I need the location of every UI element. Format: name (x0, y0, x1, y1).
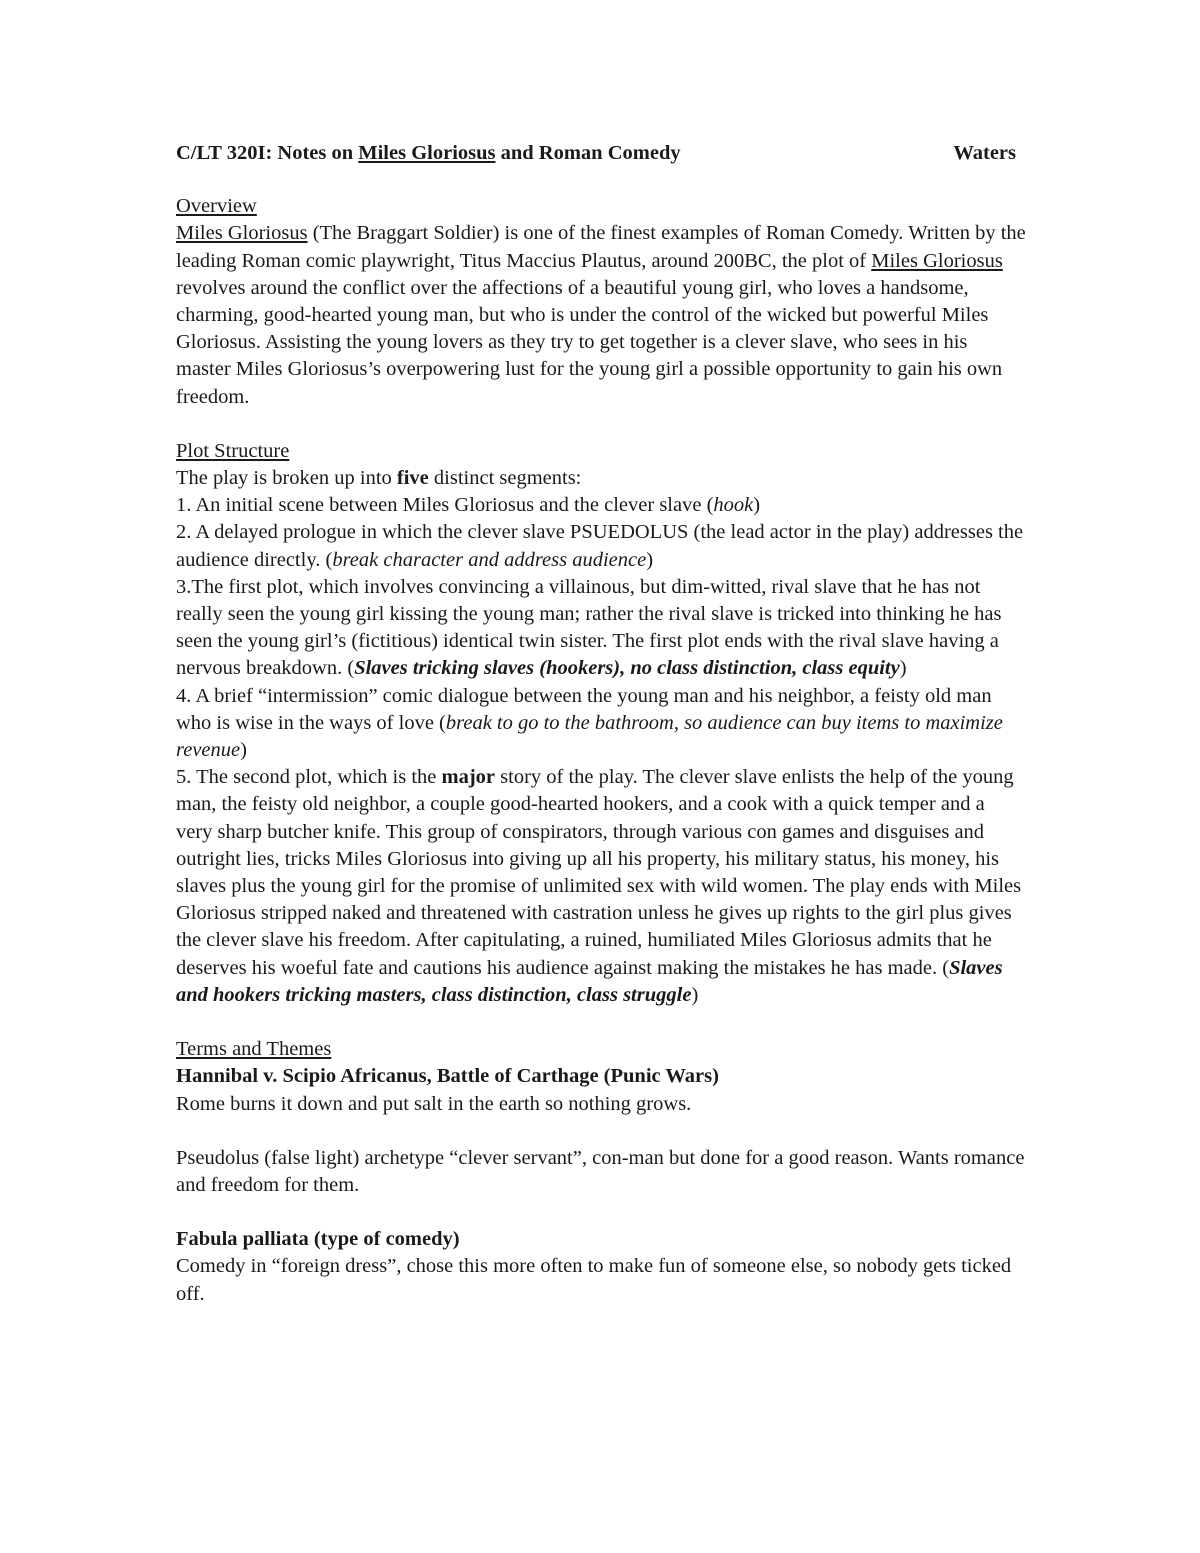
plot-section (176, 438, 1026, 1009)
plot-intro-a: The play is broken up into (176, 467, 397, 490)
plot-heading: Plot Structure (176, 439, 290, 462)
plot-item-3-bolditalic: Slaves tricking slaves (hookers), no class distinction, class equity (354, 657, 900, 680)
overview-section (176, 193, 1026, 411)
plot-item-2 (176, 519, 1026, 573)
overview-work-title: Miles Gloriosus (176, 222, 308, 245)
title-work: Miles Gloriosus (358, 142, 496, 164)
overview-work-title-2: Miles Gloriosus (871, 249, 1003, 272)
overview-heading: Overview (176, 195, 257, 218)
author-name: Waters (953, 142, 1016, 164)
document-header (176, 140, 1016, 167)
spacer (176, 1009, 1026, 1036)
plot-item-2-end: ) (646, 548, 654, 571)
overview-text-1: (The Braggart Soldier) is one of the finest examples of Roman Comedy. Written by the leading Roman comic playwright, Titus Maccius Plautus, around 200BC, the plot of (176, 222, 1026, 272)
plot-item-4-end: ) (240, 739, 247, 762)
plot-intro-bold: five (396, 467, 429, 490)
plot-item-1 (176, 492, 1026, 519)
plot-item-5-bolditalic: Slaves and hookers tricking masters, class distinction, class struggle (176, 956, 1003, 1006)
document-page (176, 140, 1026, 1308)
spacer (176, 1199, 1026, 1226)
terms-heading: Terms and Themes (176, 1038, 332, 1061)
terms-section (176, 1036, 1026, 1308)
term-1-heading: Hannibal v. Scipio Africanus, Battle of Carthage (Punic Wars) (176, 1065, 719, 1088)
plot-item-3-end: ) (899, 657, 907, 680)
document-title (176, 140, 681, 167)
plot-item-2-italic: break character and address audience (332, 548, 647, 571)
spacer (176, 411, 1026, 438)
term-3-text: Comedy in “foreign dress”, chose this more often to make fun of someone else, so nobody gets ticked off. (176, 1255, 1012, 1305)
overview-text-2: revolves around the conflict over the affections of a beautiful young girl, who loves a handsome, charming, good-hearted young man, but who is under the control of the wicked but powerful Miles Gloriosus. Assisting the young lovers as they try to get together is a clever slave, who sees in his master Miles Gloriosus’s overpowering lust for the young girl a possible opportunity to gain his own freedom. (176, 276, 1003, 408)
plot-item-4-text: 4. A brief “intermission” comic dialogue between the young man and his neighbor, a feisty old man who is wise in the ways of love ( (176, 684, 992, 734)
term-2-text: Pseudolus (false light) archetype “clever servant”, con-man but done for a good reason. Wants romance and freedom for them. (176, 1146, 1025, 1196)
plot-item-1-text: 1. An initial scene between Miles Gloriosus and the clever slave ( (176, 494, 714, 517)
plot-item-5-text-b: story of the play. The clever slave enlists the help of the young man, the feisty old neighbor, a couple good-hearted hookers, and a cook with a quick temper and a very sharp butcher knife. This group of conspirators, through various con games and disguises and outright lies, tricks Miles Gloriosus into giving up all his property, his military status, his money, his slaves plus the young girl for the promise of unlimited sex with wild women. The play ends with Miles Gloriosus stripped naked and threatened with castration unless he gives up rights to the girl plus gives the clever slave his freedom. After capitulating, a ruined, humiliated Miles Gloriosus admits that he deserves his woeful fate and cautions his audience against making the mistakes he has made. ( (176, 766, 1022, 979)
plot-item-5-text-a: 5. The second plot, which is the (176, 766, 442, 789)
plot-item-5-bold: major (441, 766, 496, 789)
plot-item-5 (176, 764, 1026, 1009)
plot-intro (176, 465, 1026, 492)
title-prefix: C/LT 320I: Notes on (176, 142, 359, 164)
plot-item-4-italic: break to go to the bathroom, so audience can buy items to maximize revenue (176, 711, 1003, 762)
plot-item-3 (176, 574, 1026, 683)
term-1-text: Rome burns it down and put salt in the earth so nothing grows. (176, 1092, 692, 1115)
spacer (176, 1118, 1026, 1145)
plot-item-5-end: ) (691, 983, 699, 1006)
plot-item-1-end: ) (753, 494, 761, 517)
plot-item-2-text: 2. A delayed prologue in which the clever slave PSUEDOLUS (the lead actor in the play) addresses the audience directly. ( (176, 521, 1024, 571)
plot-item-3-text: 3.The first plot, which involves convincing a villainous, but dim-witted, rival slave that he has not really seen the young girl kissing the young man; rather the rival slave is tricked into thinking he has seen the young girl’s (fictitious) identical twin sister. The first plot ends with the rival slave having a nervous breakdown. ( (176, 575, 1002, 680)
term-3-heading: Fabula palliata (type of comedy) (176, 1228, 460, 1251)
title-suffix: and Roman Comedy (495, 142, 681, 164)
plot-intro-b: distinct segments: (428, 467, 582, 490)
plot-item-4 (176, 683, 1026, 765)
plot-item-1-italic: hook (713, 494, 754, 517)
overview-paragraph (176, 220, 1026, 410)
